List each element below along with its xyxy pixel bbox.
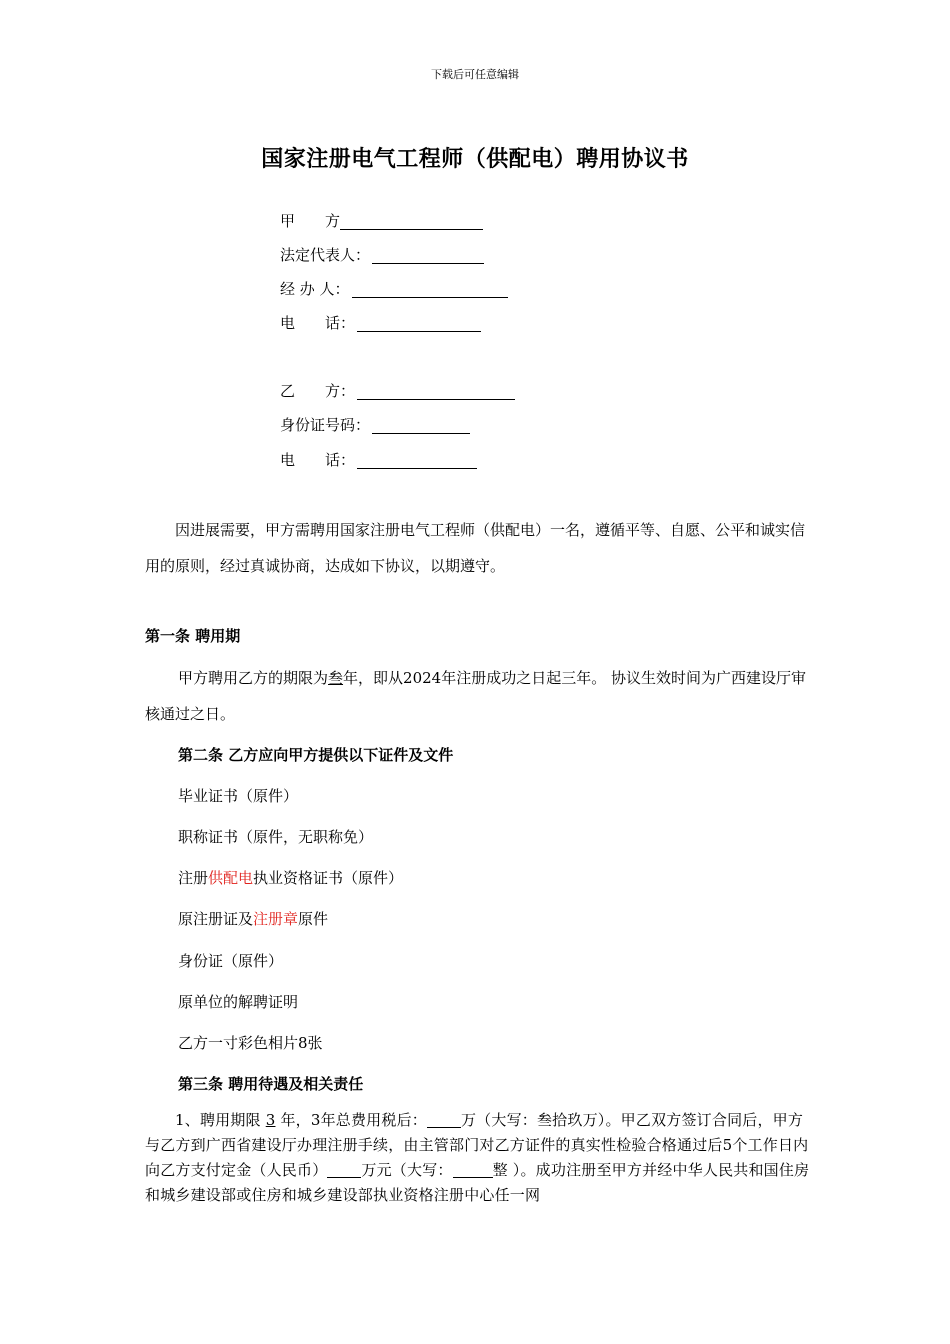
article-3-t5: 整 ）。成功注册至甲方并经中华人民共和国住房和城乡建设部或住房和城乡建设部执业资格注册中心任一网	[145, 1161, 810, 1204]
list-item: 乙方一寸彩色相片8张	[178, 1034, 323, 1052]
party-a-rep-label: 法定代表人：	[280, 246, 371, 264]
party-b-id-blank	[372, 417, 470, 434]
header-note: 下载后可任意编辑	[431, 68, 519, 81]
article-2-heading: 第二条 乙方应向甲方提供以下证件及文件	[178, 746, 454, 764]
article-3-t4: 万元（大写：	[361, 1161, 453, 1179]
party-b-name-field	[280, 380, 515, 401]
party-a-agent-label: 经 办 人：	[280, 280, 350, 298]
item3-post: 执业资格证书（原件）	[253, 869, 404, 887]
article-1-years: 叁	[328, 669, 344, 687]
item4-post: 原件	[298, 910, 329, 928]
list-item: 原单位的解聘证明	[178, 993, 299, 1011]
article-3-t3: 万（大写：叁拾玖万）。甲乙双方签订合同后，甲方与乙方到广西省建设厅办理注册手续，由主管部门对乙方证件的真实性检验合格通过后5个工作日内向乙方支付定金（人民币）	[145, 1111, 809, 1179]
article-3-years: 3	[265, 1111, 276, 1129]
article-1-heading: 第一条 聘用期	[145, 627, 241, 645]
party-a-name-field	[280, 210, 483, 231]
party-b-blank	[357, 383, 515, 400]
party-a-label: 甲 方	[280, 212, 341, 230]
article-1-text	[145, 660, 810, 732]
article-3-heading: 第三条 聘用待遇及相关责任	[178, 1075, 364, 1093]
list-item: 身份证（原件）	[178, 952, 284, 970]
item3-pre: 注册	[178, 869, 209, 887]
list-item: 职称证书（原件，无职称免）	[178, 828, 374, 846]
party-a-agent-field	[280, 278, 508, 299]
item4-pre: 原注册证及	[178, 910, 254, 928]
article-3-paragraph	[145, 1108, 810, 1208]
party-b-phone-label: 电 话：	[280, 451, 356, 469]
intro-paragraph: 因进展需要，甲方需聘用国家注册电气工程师（供配电）一名，遵循平等、自愿、公平和诚实信用的原则，经过真诚协商，达成如下协议，以期遵守。	[145, 521, 806, 575]
deposit-blank	[327, 1163, 361, 1178]
total-fee-blank	[427, 1113, 461, 1128]
list-item	[178, 908, 328, 929]
party-b-id-field	[280, 414, 470, 435]
party-a-blank	[340, 213, 483, 230]
party-a-agent-blank	[352, 281, 508, 298]
party-a-rep-field	[280, 244, 484, 265]
article-1-text-pre: 甲方聘用乙方的期限为	[178, 669, 329, 687]
article-1-text-post: 年，即从2024年注册成功之日起三年。 协议生效时间为广西建设厅审核通过之日。	[145, 669, 806, 723]
party-a-phone-label: 电 话：	[280, 314, 356, 332]
party-b-phone-blank	[357, 452, 477, 469]
article-3-t2: 年，3年总费用税后：	[280, 1111, 427, 1129]
deposit-words-blank	[453, 1163, 493, 1178]
article-3-t1: 1、聘用期限	[175, 1111, 261, 1129]
item4-highlight: 注册章	[253, 910, 299, 928]
list-item	[178, 867, 403, 888]
document-title: 国家注册电气工程师（供配电）聘用协议书	[261, 146, 689, 172]
party-b-label: 乙 方：	[280, 382, 356, 400]
party-b-id-label: 身份证号码：	[280, 416, 371, 434]
party-b-phone-field	[280, 449, 477, 470]
item3-highlight: 供配电	[208, 869, 254, 887]
party-a-rep-blank	[372, 247, 484, 264]
party-a-phone-field	[280, 312, 481, 333]
party-a-phone-blank	[357, 315, 481, 332]
list-item: 毕业证书（原件）	[178, 787, 299, 805]
